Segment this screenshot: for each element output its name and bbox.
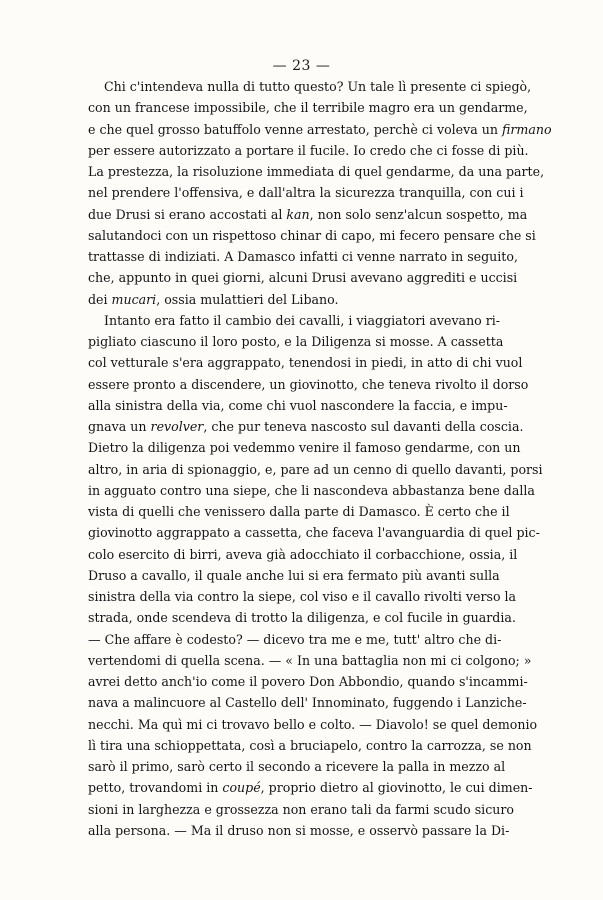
text-segment: col vetturale s'era aggrappato, tenendosi in piedi, in atto di chi vuol — [88, 355, 523, 371]
text-line — [88, 522, 540, 543]
text-segment: e che quel grosso batuffolo venne arrestato, perchè ci voleva un — [88, 121, 502, 137]
text-segment: dei — [88, 291, 112, 307]
text-line — [88, 267, 518, 288]
text-line — [88, 416, 524, 437]
text-line — [88, 820, 510, 841]
text-segment: colo esercito di birri, aveva già adocchiato il corbacchione, ossia, il — [88, 546, 518, 562]
page-number: — 23 — — [272, 58, 331, 74]
text-segment: strada, onde scendeva di trotto la diligenza, e col fucile in guardia. — [88, 610, 516, 626]
text-line — [88, 480, 535, 501]
text-segment: Druso a cavallo, il quale anche lui si era fermato più avanti sulla — [88, 567, 500, 583]
text-line — [88, 204, 528, 225]
text-line — [88, 437, 521, 458]
italic-word: coupé — [222, 780, 261, 796]
text-line — [88, 586, 517, 607]
text-segment: con un francese impossibile, che il terribile magro era un gendarme, — [88, 100, 528, 116]
text-line — [88, 182, 524, 203]
text-segment: vista di quelli che venissero dalla parte di Damasco. È certo che il — [88, 504, 510, 519]
text-line — [88, 799, 514, 820]
text-line — [88, 289, 498, 310]
text-line — [88, 692, 527, 713]
text-segment: , che pur teneva nascosto sul davanti della coscia. — [203, 419, 524, 434]
text-segment: salutandoci con un rispettoso chinar di capo, mi fecero pensare che si — [88, 227, 536, 243]
text-segment: Dietro la diligenza poi vedemmo venire il famoso gendarme, con un — [88, 440, 521, 456]
text-segment: La prestezza, la risoluzione immediata di quel gendarme, da una parte, — [88, 164, 545, 179]
text-line — [88, 119, 552, 140]
text-segment: altro, in aria di spionaggio, e, pare ad un cenno di quello davanti, porsi — [88, 461, 543, 477]
text-line — [88, 501, 510, 522]
text-segment: sarò il primo, sarò certo il secondo a ricevere la palla in mezzo al — [88, 759, 506, 774]
text-line — [88, 650, 532, 671]
text-segment: Intanto era fatto il cambio dei cavalli, i viaggiatori avevano ri- — [104, 312, 501, 328]
text-line — [88, 735, 532, 756]
text-line — [88, 161, 545, 182]
text-line — [88, 246, 518, 267]
text-line — [88, 97, 528, 118]
text-line — [88, 374, 529, 395]
text-segment: in agguato contro una siepe, che li nascondeva abbastanza bene dalla — [88, 482, 535, 498]
text-segment: nel prendere l'offensiva, e dall'altra la sicurezza tranquilla, con cui i — [88, 185, 524, 201]
text-line — [88, 352, 523, 373]
italic-word: kan — [286, 206, 310, 222]
text-line — [88, 225, 536, 246]
text-line — [88, 459, 543, 480]
text-line — [88, 140, 529, 161]
text-line — [88, 714, 538, 735]
text-line — [88, 629, 502, 650]
text-segment: essere pronto a discendere, un giovinotto, che teneva rivolto il dorso — [88, 376, 529, 392]
text-line — [88, 395, 508, 416]
text-segment: per essere autorizzato a portare il fucile. Io credo che ci fosse di più. — [88, 142, 529, 158]
body-text — [88, 76, 552, 841]
text-segment: gnava un — [88, 419, 151, 434]
text-segment: petto, trovandomi in — [88, 780, 223, 796]
text-segment: pigliato ciascuno il loro posto, e la Diligenza si mosse. A cassetta — [88, 334, 504, 349]
italic-word: firmano — [502, 121, 552, 137]
text-segment: che, appunto in quei giorni, alcuni Drusi avevano aggrediti e uccisi — [88, 270, 518, 286]
text-segment: — Che affare è codesto? — dicevo tra me e me, tutt' altro che di- — [88, 631, 502, 647]
italic-word: revolver — [150, 419, 204, 434]
text-segment: , ossia mulattieri del Libano. — [156, 291, 339, 307]
text-segment: sinistra della via contro la siepe, col viso e il cavallo rivolti verso la — [88, 589, 517, 604]
text-segment: , non solo senz'alcun sospetto, ma — [309, 206, 528, 222]
text-line — [88, 607, 516, 628]
text-segment: necchi. Ma quì mi ci trovavo bello e colto. — Diavolo! se quel demonio — [88, 716, 538, 732]
text-segment: giovinotto aggrappato a cassetta, che faceva l'avanguardia di quel pic- — [88, 525, 540, 541]
text-segment: sioni in larghezza e grossezza non erano tali da farmi scudo sicuro — [88, 801, 514, 817]
text-line — [88, 331, 504, 352]
text-segment: vertendomi di quella scena. — « In una battaglia non mi ci colgono; » — [88, 652, 532, 668]
text-line — [88, 777, 533, 798]
text-line — [88, 756, 506, 777]
text-segment: alla persona. — Ma il druso non si mosse, e osservò passare la Di- — [88, 822, 510, 838]
text-line — [88, 310, 501, 331]
text-segment: avrei detto anch'io come il povero Don Abbondio, quando s'incammi- — [88, 674, 528, 689]
italic-word: mucari — [111, 291, 157, 307]
text-line — [88, 544, 518, 565]
text-segment: alla sinistra della via, come chi vuol nascondere la faccia, e impu- — [88, 397, 508, 413]
text-segment: lì tira una schioppettata, così a bruciapelo, contro la carrozza, se non — [88, 737, 532, 753]
text-line — [88, 671, 528, 692]
text-line — [88, 565, 498, 586]
text-segment: due Drusi si erano accostati al — [88, 206, 287, 222]
text-segment: , proprio dietro al giovinotto, le cui dimen- — [260, 780, 533, 796]
text-line — [88, 76, 532, 97]
text-segment: Chi c'intendeva nulla di tutto questo? Un tale lì presente ci spiegò, — [104, 79, 532, 94]
text-segment: trattasse di indiziati. A Damasco infatti ci venne narrato in seguito, — [88, 249, 518, 264]
text-segment: nava a malincuore al Castello dell' Innominato, fuggendo i Lanziche- — [88, 695, 527, 711]
